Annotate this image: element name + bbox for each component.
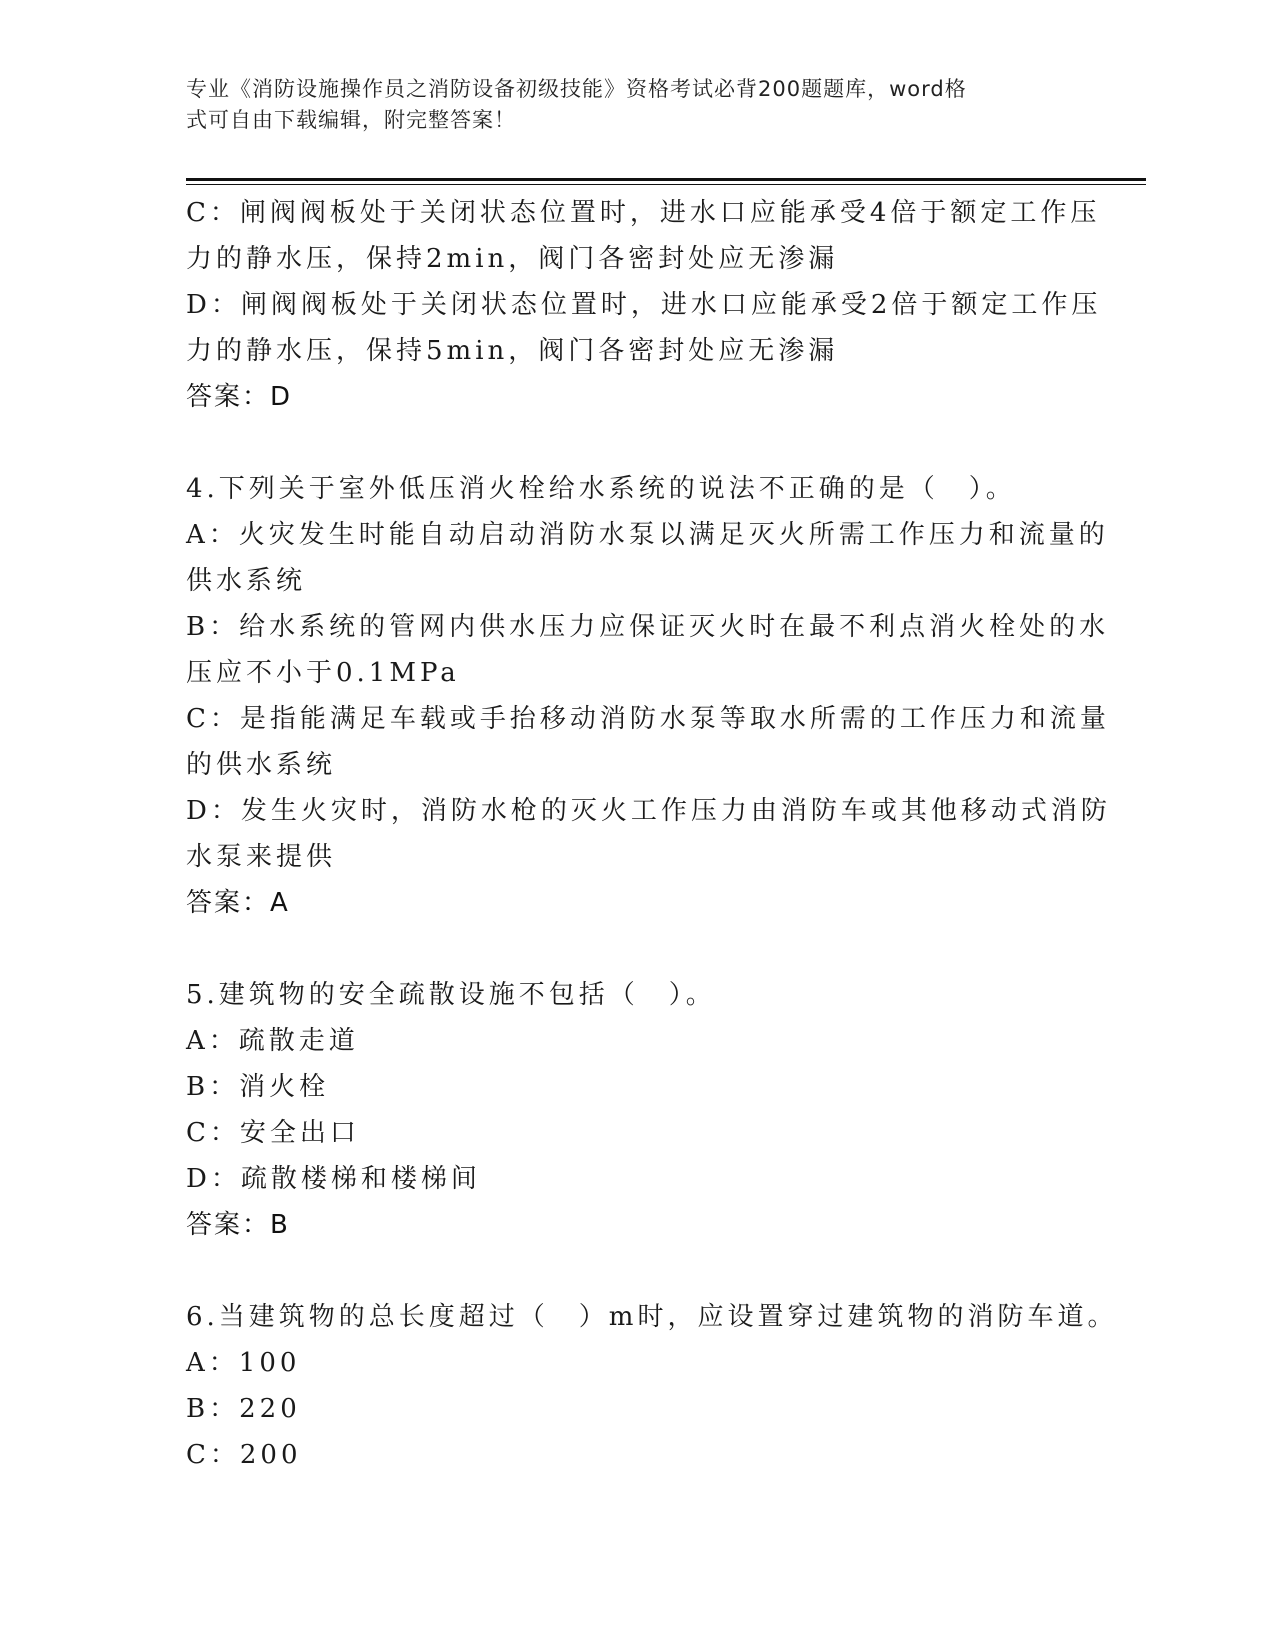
option-b: B：消火栓	[186, 1072, 330, 1102]
question-stem: 4.下列关于室外低压消火栓给水系统的说法不正确的是（ ）。	[186, 474, 1016, 504]
document-header	[186, 74, 1066, 136]
question-stem: 6.当建筑物的总长度超过（ ）m时，应设置穿过建筑物的消防车道。	[186, 1302, 1118, 1332]
option-d-line-1: D：闸阀阀板处于关闭状态位置时，进水口应能承受2倍于额定工作压	[186, 290, 1102, 320]
spacer	[186, 926, 1086, 972]
option-c-line-1: C：是指能满足车载或手抬移动消防水泵等取水所需的工作压力和流量	[186, 704, 1110, 734]
answer: 答案：D	[186, 382, 293, 412]
option-c-line-2: 的供水系统	[186, 750, 337, 780]
question-4	[186, 466, 1111, 926]
answer: 答案：B	[186, 1210, 290, 1240]
question-stem: 5.建筑物的安全疏散设施不包括（ ）。	[186, 980, 716, 1010]
spacer	[186, 420, 1086, 466]
question-5	[186, 972, 1086, 1248]
option-d-line-2: 力的静水压，保持5min，阀门各密封处应无渗漏	[186, 336, 839, 366]
option-d-line-2: 水泵来提供	[186, 842, 337, 872]
option-b: B：220	[186, 1394, 301, 1424]
document-body	[186, 190, 1118, 1478]
question-3-tail	[186, 190, 1102, 420]
header-line-2: 式可自由下载编辑，附完整答案！	[186, 108, 516, 132]
option-b-line-1: B：给水系统的管网内供水压力应保证灭火时在最不利点消火栓处的水	[186, 612, 1110, 642]
option-c-line-1: C：闸阀阀板处于关闭状态位置时，进水口应能承受4倍于额定工作压	[186, 198, 1101, 228]
option-c: C：安全出口	[186, 1118, 360, 1148]
option-a-line-1: A：火灾发生时能自动启动消防水泵以满足灭火所需工作压力和流量的	[186, 520, 1109, 550]
header-rule-thin	[186, 184, 1146, 185]
spacer	[186, 1248, 1086, 1294]
answer: 答案：A	[186, 888, 290, 918]
option-b-line-2: 压应不小于0.1MPa	[186, 658, 460, 688]
question-6	[186, 1294, 1118, 1478]
header-line-1: 专业《消防设施操作员之消防设备初级技能》资格考试必背200题题库，word格	[186, 77, 967, 101]
option-a-line-2: 供水系统	[186, 566, 307, 596]
option-d-line-1: D：发生火灾时，消防水枪的灭火工作压力由消防车或其他移动式消防	[186, 796, 1111, 826]
option-c-line-2: 力的静水压，保持2min，阀门各密封处应无渗漏	[186, 244, 839, 274]
header-rule-thick	[186, 178, 1146, 181]
option-a: A：100	[186, 1348, 301, 1378]
option-c: C：200	[186, 1440, 302, 1470]
option-d: D：疏散楼梯和楼梯间	[186, 1164, 481, 1194]
option-a: A：疏散走道	[186, 1026, 359, 1056]
